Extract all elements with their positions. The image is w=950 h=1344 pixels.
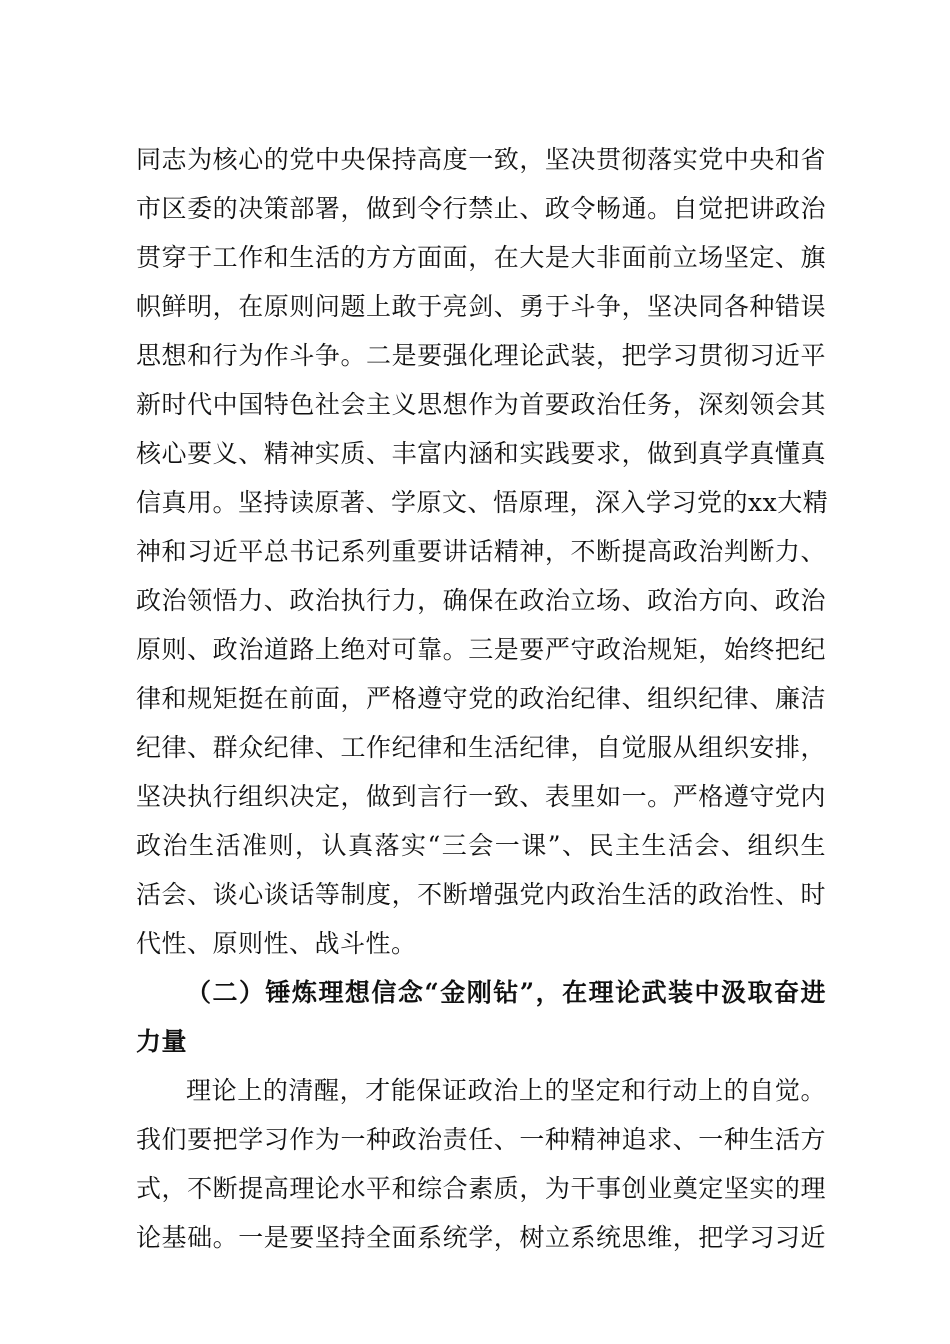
text-line: 核心要义、精神实质、丰富内涵和实践要求，做到真学真懂真 — [136, 439, 826, 468]
text-line: 贯穿于工作和生活的方方面面，在大是大非面前立场坚定、旗 — [136, 243, 826, 272]
text-line: 同志为核心的党中央保持高度一致，坚决贯彻落实党中央和省 — [136, 145, 826, 174]
text-line: 纪律、群众纪律、工作纪律和生活纪律，自觉服从组织安排， — [136, 733, 826, 762]
heading-line: 力量 — [136, 1027, 188, 1056]
text-line: 神和习近平总书记系列重要讲话精神，不断提高政治判断力、 — [136, 537, 826, 566]
text-line: 论基础。一是要坚持全面系统学，树立系统思维，把学习习近 — [136, 1223, 826, 1252]
text-line: 我们要把学习作为一种政治责任、一种精神追求、一种生活方 — [136, 1125, 826, 1154]
text-line: 新时代中国特色社会主义思想作为首要政治任务，深刻领会其 — [136, 390, 826, 419]
text-line: 理论上的清醒，才能保证政治上的坚定和行动上的自觉。 — [186, 1076, 826, 1105]
text-line: 政治生活准则，认真落实“三会一课”、民主生活会、组织生 — [136, 831, 826, 860]
heading-line: （二）锤炼理想信念“金刚钻”，在理论武装中汲取奋进 — [186, 978, 826, 1007]
text-line: 代性、原则性、战斗性。 — [136, 929, 417, 958]
text-line: 式，不断提高理论水平和综合素质，为干事创业奠定坚实的理 — [136, 1174, 826, 1203]
text-line: 信真用。坚持读原著、学原文、悟原理，深入学习党的xx大精 — [136, 488, 829, 517]
text-line: 原则、政治道路上绝对可靠。三是要严守政治规矩，始终把纪 — [136, 635, 826, 664]
text-line: 律和规矩挺在前面，严格遵守党的政治纪律、组织纪律、廉洁 — [136, 684, 826, 713]
text-line: 思想和行为作斗争。二是要强化理论武装，把学习贯彻习近平 — [136, 341, 826, 370]
text-line: 坚决执行组织决定，做到言行一致、表里如一。严格遵守党内 — [136, 782, 826, 811]
text-line: 帜鲜明，在原则问题上敢于亮剑、勇于斗争，坚决同各种错误 — [136, 292, 826, 321]
text-line: 市区委的决策部署，做到令行禁止、政令畅通。自觉把讲政治 — [136, 194, 826, 223]
text-line: 活会、谈心谈话等制度，不断增强党内政治生活的政治性、时 — [136, 880, 826, 909]
text-line: 政治领悟力、政治执行力，确保在政治立场、政治方向、政治 — [136, 586, 826, 615]
